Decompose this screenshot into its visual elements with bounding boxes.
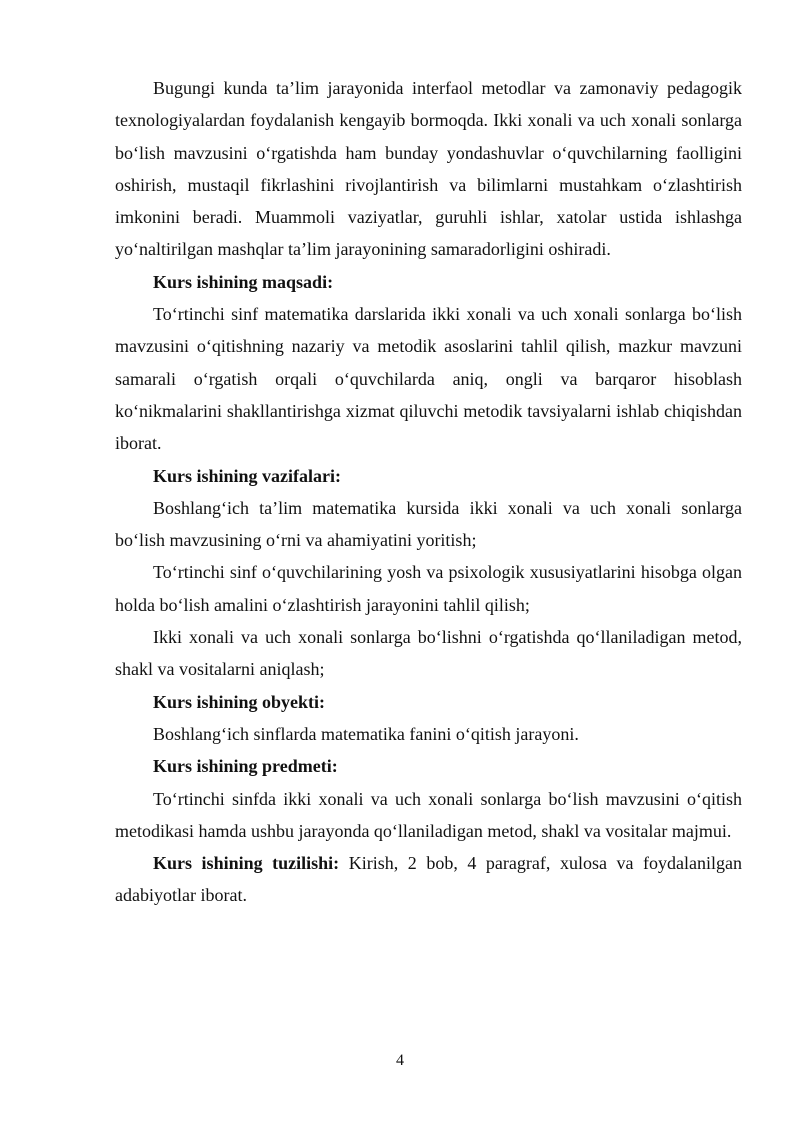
task-item-2: To‘rtinchi sinf o‘quvchilarining yosh va psixologik xususiyatlarini hisobga olgan holda bo‘lish amalini o‘zlashtirish jarayonini tahlil qilish; xyxy=(115,562,742,615)
subject-paragraph: To‘rtinchi sinfda ikki xonali va uch xonali sonlarga bo‘lish mavzusini o‘qitish metodikasi hamda ushbu jarayonda qo‘llaniladigan metod, shakl va vositalar majmui. xyxy=(115,788,742,841)
task-item-3: Ikki xonali va uch xonali sonlarga bo‘lishni o‘rgatishda qo‘llaniladigan metod, shakl va vositalarni aniqlash; xyxy=(115,627,742,680)
object-paragraph: Boshlang‘ich sinflarda matematika fanini o‘qitish jarayoni. xyxy=(153,723,579,744)
structure-text: Kirish, 2 bob, 4 paragraf, xulosa va foydalanilgan adabiyotlar iborat. xyxy=(115,853,742,906)
goal-heading: Kurs ishining maqsadi: xyxy=(153,271,334,292)
subject-heading: Kurs ishining predmeti: xyxy=(153,756,338,777)
task-item-1: Boshlang‘ich ta’lim matematika kursida ikki xonali va uch xonali sonlarga bo‘lish mavzusining o‘rni va ahamiyatini yoritish; xyxy=(115,497,742,551)
structure-paragraph xyxy=(115,847,742,912)
object-heading: Kurs ishining obyekti: xyxy=(153,691,326,712)
intro-paragraph: Bugungi kunda ta’lim jarayonida interfaol metodlar va zamonaviy pedagogik texnologiyalardan foydalanish kengayib bormoqda. Ikki xonali va uch xonali sonlarga bo‘lish mavzusini o‘rgatishda ham bunday yondashuvlar o‘quvchilarning faolligini oshirish, mustaqil fikrlashini rivojlantirish va bilimlarni mustahkam o‘zlashtirish imkonini beradi. Muammoli vaziyatlar, guruhli ishlar, xatolar ustida ishlashga yo‘naltirilgan mashqlar ta’lim jarayonining samaradorligini oshiradi. xyxy=(115,78,742,260)
structure-heading: Kurs ishining tuzilishi: xyxy=(153,853,340,874)
tasks-heading: Kurs ishining vazifalari: xyxy=(153,465,342,486)
document-page xyxy=(115,72,742,912)
goal-paragraph: To‘rtinchi sinf matematika darslarida ikki xonali va uch xonali sonlarga bo‘lish mavzusini o‘qitishning nazariy va metodik asoslarini tahlil qilish, mazkur mavzuni samarali o‘rgatish orqali o‘quvchilarda aniq, ongli va barqaror hisoblash ko‘nikmalarini shakllantirishga xizmat qiluvchi metodik tavsiyalarni ishlab chiqishdan iborat. xyxy=(115,304,742,454)
page-number: 4 xyxy=(396,1052,404,1069)
